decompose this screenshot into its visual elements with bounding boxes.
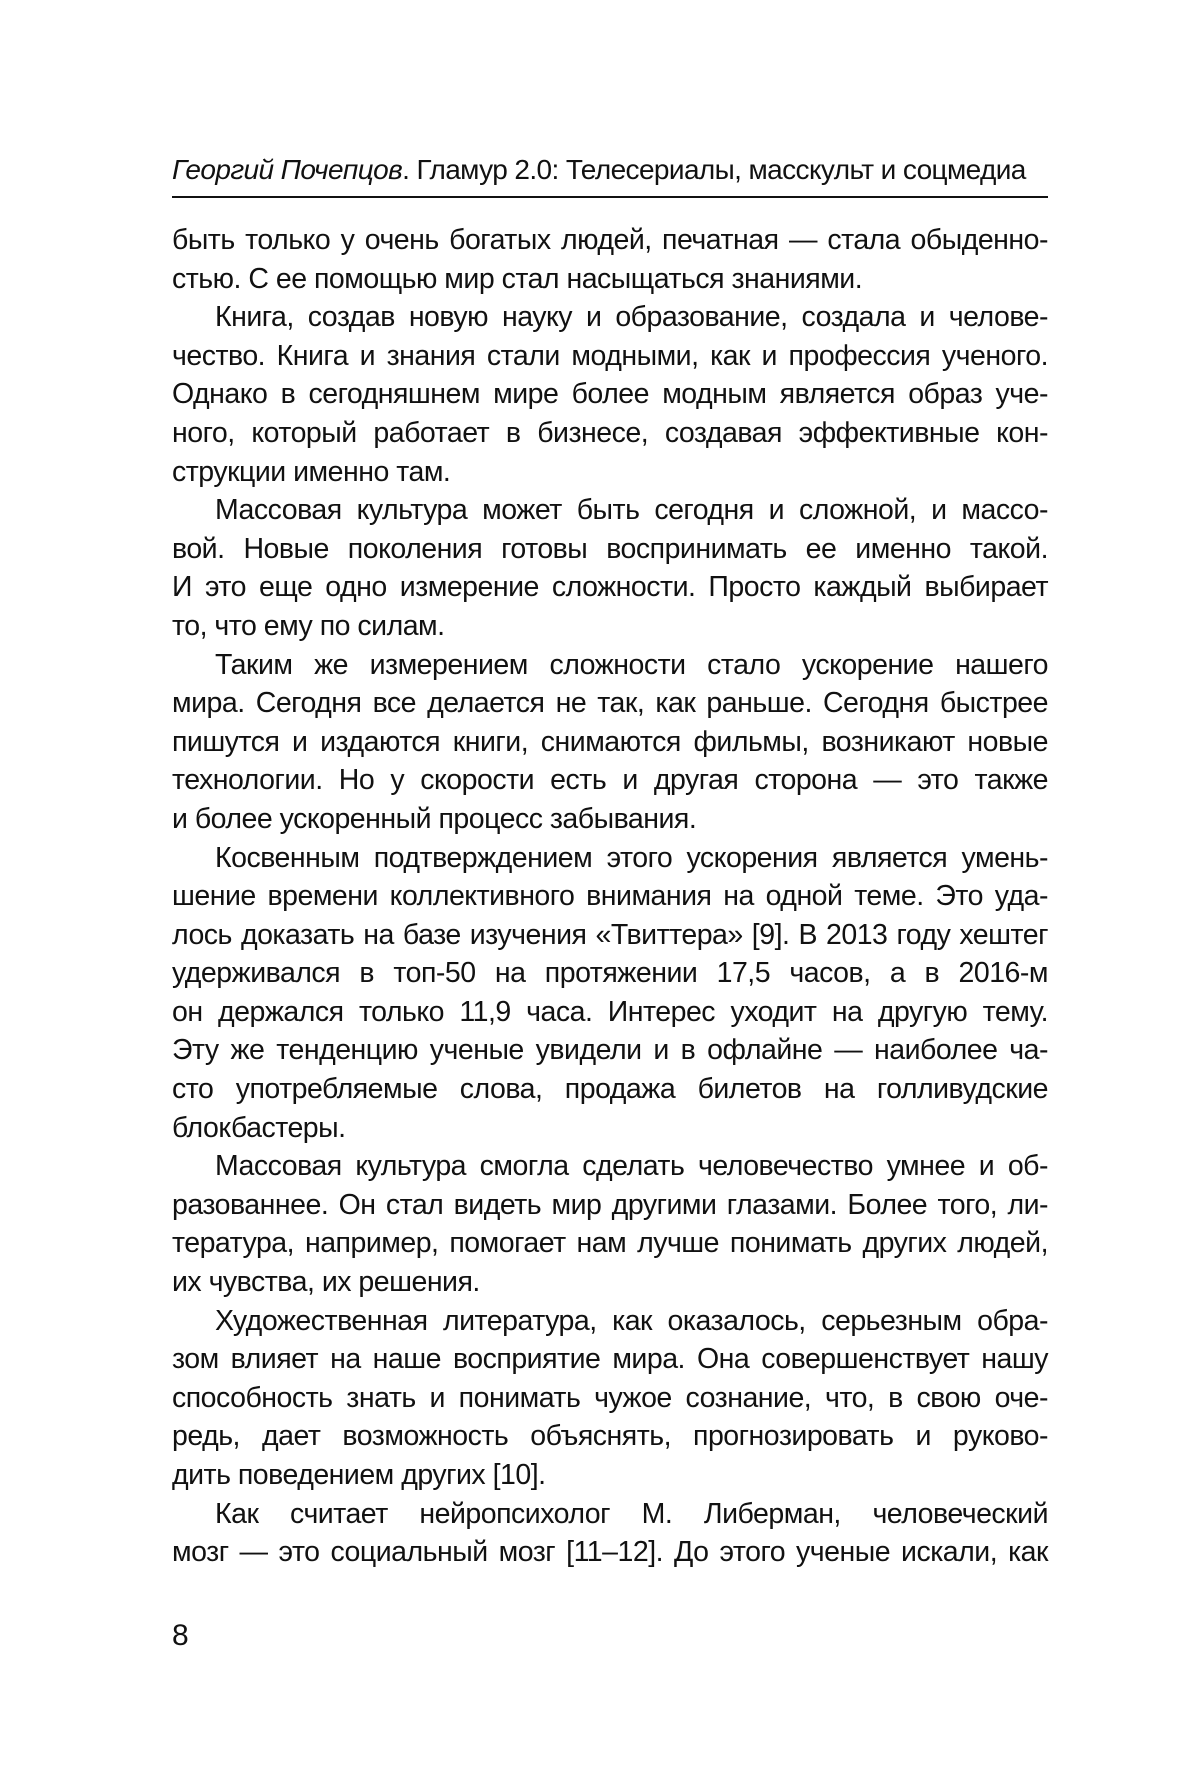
text-line: ного, который работает в бизнесе, создавая эффективные кон-: [172, 416, 1048, 449]
text-line: удерживался в топ-50 на протяжении 17,5 часов, а в 2016-м: [172, 957, 1048, 990]
text-line: блокбастеры.: [172, 1111, 346, 1144]
text-line: мира. Сегодня все делается не так, как раньше. Сегодня быстрее: [172, 687, 1048, 720]
text-line: пишутся и издаются книги, снимаются фильмы, возникают новые: [172, 725, 1048, 758]
text-line: Массовая культура смогла сделать человечество умнее и об-: [215, 1150, 1048, 1183]
text-line: стью. С ее помощью мир стал насыщаться знаниями.: [172, 262, 863, 295]
text-line: дить поведением других [10].: [172, 1459, 546, 1491]
text-line: он держался только 11,9 часа. Интерес уходит на другую тему.: [172, 995, 1048, 1028]
paragraph: [172, 1495, 1048, 1572]
header-separator: .: [402, 154, 417, 185]
running-header: [172, 152, 1048, 188]
text-line: вой. Новые поколения готовы воспринимать ее именно такой.: [172, 532, 1048, 565]
text-line: способность знать и понимать чужое сознание, что, в свою оче-: [172, 1381, 1048, 1414]
header-book-title: Гламур 2.0: Телесериалы, масскульт и соцмедиа: [416, 154, 1026, 185]
text-line: их чувства, их решения.: [172, 1266, 480, 1299]
text-line: струкции именно там.: [172, 455, 451, 488]
text-line: Таким же измерением сложности стало ускорение нашего: [215, 648, 1048, 681]
text-line: лось доказать на базе изучения «Твиттера» [9]. В 2013 году хештег: [172, 918, 1048, 951]
text-line: И это еще одно измерение сложности. Просто каждый выбирает: [172, 571, 1048, 604]
text-line: мозг — это социальный мозг [11–12]. До этого ученые искали, как: [172, 1536, 1048, 1569]
text-line: разованнее. Он стал видеть мир другими глазами. Более того, ли-: [172, 1188, 1048, 1221]
paragraph: [172, 491, 1048, 645]
paragraph: [172, 839, 1048, 1148]
text-line: Художественная литература, как оказалось, серьезным обра-: [215, 1304, 1048, 1337]
header-author: Георгий Почепцов: [172, 154, 403, 185]
text-line: и более ускоренный процесс забывания.: [172, 802, 697, 835]
paragraph: [172, 1147, 1048, 1301]
text-line: Косвенным подтверждением этого ускорения является умень-: [215, 841, 1048, 874]
text-line: сто употребляемые слова, продажа билетов на голливудские: [172, 1073, 1048, 1106]
header-rule: [172, 196, 1048, 198]
text-line: редь, дает возможность объяснять, прогнозировать и руково-: [172, 1420, 1048, 1453]
text-line: то, что ему по силам.: [172, 609, 445, 642]
page-number: 8: [172, 1619, 189, 1652]
text-line: Как считает нейропсихолог М. Либерман, человеческий: [215, 1497, 1048, 1530]
paragraph: [172, 221, 1048, 298]
paragraph: [172, 298, 1048, 491]
text-line: Эту же тенденцию ученые увидели и в офлайне — наиболее ча-: [172, 1034, 1048, 1067]
text-line: Книга, создав новую науку и образование, создала и челове-: [215, 301, 1048, 334]
text-line: тература, например, помогает нам лучше понимать других людей,: [172, 1227, 1048, 1260]
text-line: технологии. Но у скорости есть и другая сторона — это также: [172, 764, 1048, 797]
text-line: чество. Книга и знания стали модными, как и профессия ученого.: [172, 339, 1048, 372]
text-line: Однако в сегодняшнем мире более модным является образ уче-: [172, 378, 1048, 411]
text-line: Массовая культура может быть сегодня и сложной, и массо-: [215, 494, 1048, 527]
paragraph: [172, 646, 1048, 839]
paragraph: [172, 1302, 1048, 1495]
text-line: шение времени коллективного внимания на одной теме. Это уда-: [172, 880, 1048, 913]
text-line: быть только у очень богатых людей, печатная — стала обыденно-: [172, 224, 1048, 256]
text-line: зом влияет на наше восприятие мира. Она совершенствует нашу: [172, 1343, 1048, 1376]
body-text: [172, 221, 1048, 1572]
